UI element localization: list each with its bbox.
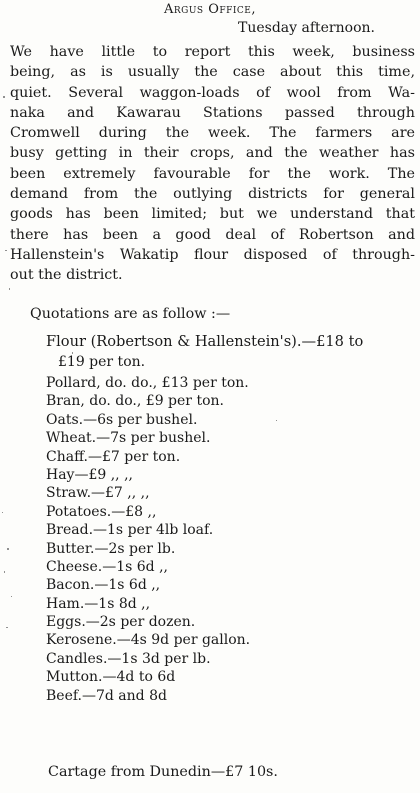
quotation-item: Eggs.—2s per dozen.: [46, 614, 196, 631]
quotation-item: Flour (Robertson & Hallenstein's).—£18 to: [46, 333, 364, 350]
print-speck: [9, 288, 10, 290]
quotation-item: Oats.—6s per bushel.: [46, 411, 198, 428]
quotation-item: Kerosene.—4s 9d per gallon.: [46, 632, 251, 649]
print-speck: [72, 352, 73, 354]
quotation-item: Wheat.—7s per bushel.: [46, 430, 211, 447]
quotation-item: Candles.—1s 3d per lb.: [46, 650, 211, 667]
quotation-item: Butter.—2s per lb.: [46, 540, 176, 557]
report-line: quiet. Several waggon-loads of wool from Wa-: [10, 84, 415, 101]
report-line: Cromwell during the week. The farmers are: [10, 125, 415, 142]
report-line: naka and Kawarau Stations passed through: [10, 104, 415, 121]
report-line: busy getting in their crops, and the weather has: [10, 145, 415, 162]
report-line: goods has been limited; but we understand that: [10, 206, 415, 223]
print-speck: [3, 96, 5, 98]
report-line: out the district.: [10, 267, 123, 284]
print-speck: [11, 596, 12, 597]
report-line: Hallenstein's Wakatip flour disposed of through-: [10, 246, 415, 263]
quotation-item: Straw.—£7 ,, ,,: [46, 485, 150, 502]
quotations-intro: Quotations are as follow :—: [30, 306, 231, 322]
report-line: being, as is usually the case about this time,: [10, 64, 415, 81]
quotation-item: Cheese.—1s 6d ,,: [46, 558, 168, 575]
quotation-item: Bread.—1s per 4lb loaf.: [46, 522, 214, 539]
print-speck: [4, 571, 5, 573]
print-speck: [5, 250, 7, 251]
report-line: been extremely favourable for the work. The: [10, 165, 415, 182]
quotation-item: Chaff.—£7 per ton.: [46, 448, 181, 465]
print-speck: [7, 548, 9, 550]
quotation-item: Pollard, do. do., £13 per ton.: [46, 375, 249, 391]
report-line: demand from the outlying districts for general: [10, 186, 415, 203]
quotations-list: [46, 331, 416, 705]
report-line: We have little to report this week, business: [10, 44, 415, 60]
report-line: there has been a good deal of Robertson and: [10, 226, 415, 243]
print-speck: [2, 512, 3, 513]
quotation-item: Hay—£9 ,, ,,: [46, 466, 133, 483]
print-speck: [276, 420, 277, 421]
quotation-item: Mutton.—4d to 6d: [46, 669, 176, 686]
quotation-item: Ham.—1s 8d ,,: [46, 595, 151, 612]
quotation-item: Bacon.—1s 6d ,,: [46, 577, 161, 594]
cartage-line: Cartage from Dunedin—£7 10s.: [48, 764, 278, 780]
quotation-item: £19 per ton.: [58, 354, 146, 370]
quotation-item: Potatoes.—£8 ,,: [46, 503, 157, 520]
quotation-item: Bran, do. do., £9 per ton.: [46, 393, 224, 410]
quotation-item: Beef.—7d and 8d: [46, 687, 167, 704]
report-paragraph: [10, 42, 415, 286]
dateline: Tuesday afternoon.: [238, 20, 375, 36]
print-speck: [6, 627, 8, 628]
office-heading: Argus Office,: [163, 2, 257, 17]
